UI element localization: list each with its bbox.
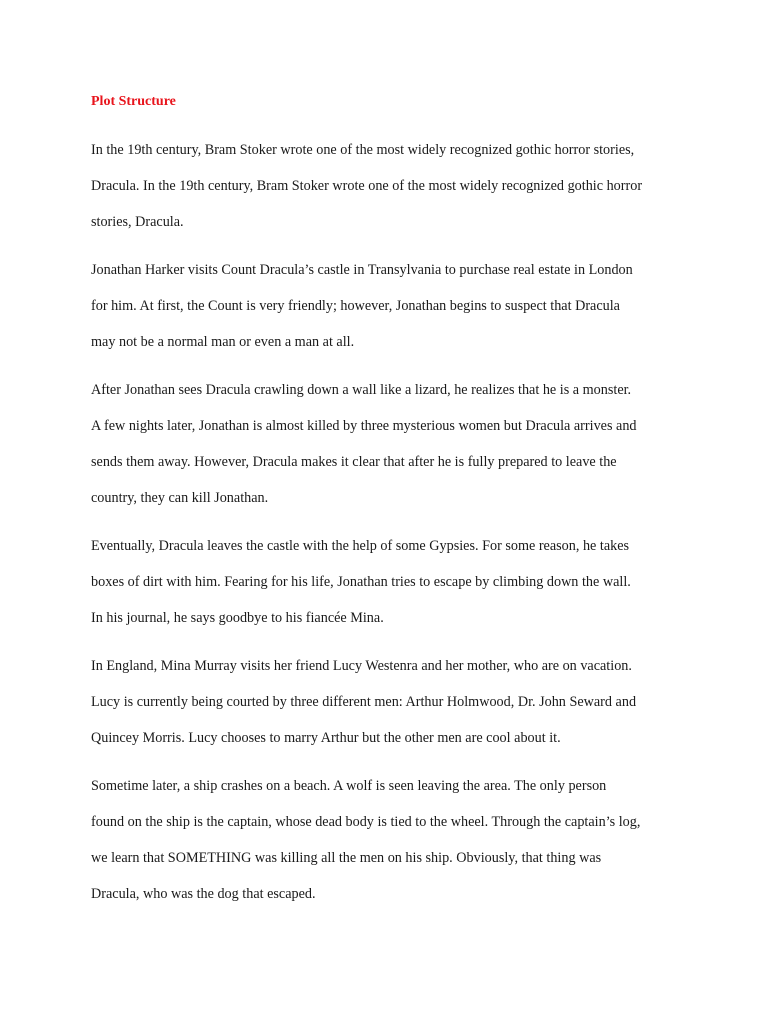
paragraph-line: we learn that SOMETHING was killing all the men on his ship. Obviously, that thing was: [91, 850, 602, 866]
paragraph-line: Lucy is currently being courted by three different men: Arthur Holmwood, Dr. John Seward and: [91, 694, 637, 710]
paragraph-line: After Jonathan sees Dracula crawling down a wall like a lizard, he realizes that he is a monster.: [91, 382, 632, 398]
paragraph-line: Dracula, who was the dog that escaped.: [91, 886, 316, 902]
paragraph-line: In the 19th century, Bram Stoker wrote one of the most widely recognized gothic horror stories,: [91, 142, 635, 158]
paragraph-3: [91, 372, 681, 516]
paragraph-line: stories, Dracula.: [91, 214, 184, 230]
paragraph-line: In England, Mina Murray visits her friend Lucy Westenra and her mother, who are on vacation.: [91, 658, 632, 674]
paragraph-line: may not be a normal man or even a man at all.: [91, 334, 355, 350]
paragraph-line: boxes of dirt with him. Fearing for his life, Jonathan tries to escape by climbing down the wall.: [91, 574, 631, 590]
paragraph-line: Sometime later, a ship crashes on a beach. A wolf is seen leaving the area. The only person: [91, 778, 607, 794]
paragraph-line: In his journal, he says goodbye to his fiancée Mina.: [91, 610, 384, 626]
paragraph-2: [91, 252, 681, 360]
paragraph-line: for him. At first, the Count is very friendly; however, Jonathan begins to suspect that Dracula: [91, 298, 620, 314]
paragraph-line: country, they can kill Jonathan.: [91, 490, 269, 506]
paragraph-4: [91, 528, 681, 636]
paragraph-line: sends them away. However, Dracula makes it clear that after he is fully prepared to leave the: [91, 454, 617, 470]
paragraph-1: [91, 132, 681, 240]
paragraph-line: Dracula. In the 19th century, Bram Stoker wrote one of the most widely recognized gothic horror: [91, 178, 643, 194]
paragraph-line: A few nights later, Jonathan is almost killed by three mysterious women but Dracula arrives and: [91, 418, 637, 434]
document-body: [91, 92, 681, 924]
paragraph-6: [91, 768, 681, 912]
paragraph-5: [91, 648, 681, 756]
paragraph-line: Eventually, Dracula leaves the castle with the help of some Gypsies. For some reason, he takes: [91, 538, 630, 554]
section-heading: Plot Structure: [91, 94, 176, 109]
paragraph-line: Jonathan Harker visits Count Dracula’s castle in Transylvania to purchase real estate in London: [91, 262, 633, 278]
paragraph-line: Quincey Morris. Lucy chooses to marry Arthur but the other men are cool about it.: [91, 730, 561, 746]
paragraph-line: found on the ship is the captain, whose dead body is tied to the wheel. Through the captain’s log,: [91, 814, 641, 830]
